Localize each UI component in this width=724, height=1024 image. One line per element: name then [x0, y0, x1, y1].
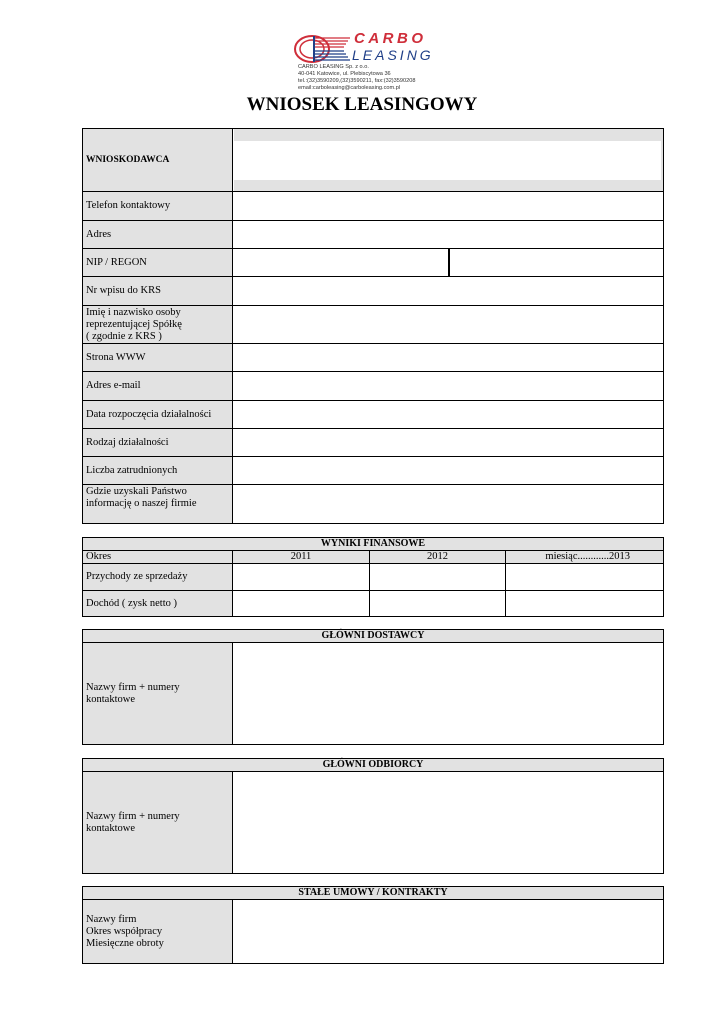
- label-employees: Liczba zatrudnionych: [83, 457, 232, 484]
- label-krs: Nr wpisu do KRS: [83, 277, 232, 305]
- label-revenue: Przychody ze sprzedaży: [83, 564, 232, 590]
- revenue-2013-field[interactable]: [506, 564, 663, 590]
- company-phones: tel.:(32)3590209,(32)3590211, fax:(32)3590208: [298, 78, 416, 84]
- suppliers-heading: GŁÓWNI DOSTAWCY: [83, 630, 663, 642]
- income-2012-field[interactable]: [370, 591, 505, 616]
- representative-field[interactable]: [233, 306, 663, 343]
- employees-field[interactable]: [233, 457, 663, 484]
- applicant-name-field[interactable]: [236, 141, 661, 180]
- page-title: WNIOSEK LEASINGOWY: [246, 94, 478, 115]
- address-field[interactable]: [233, 221, 663, 248]
- company-name: CARBO LEASING Sp. z o.o.: [298, 64, 369, 70]
- income-2013-field[interactable]: [506, 591, 663, 616]
- label-business-type: Rodzaj działalności: [83, 429, 232, 456]
- label-net-income: Dochód ( zysk netto ): [83, 591, 232, 616]
- column-2012: 2012: [427, 551, 448, 562]
- logo-sub: LEASING: [352, 47, 434, 63]
- label-customers: Nazwy firm + numery kontaktowe: [83, 772, 232, 873]
- label-representative: Imię i nazwisko osoby reprezentującej Spółkę ( zgodnie z KRS ): [83, 306, 232, 343]
- label-nip-regon: NIP / REGON: [83, 249, 232, 276]
- label-suppliers: Nazwy firm + numery kontaktowe: [83, 643, 232, 744]
- column-2011: 2011: [290, 551, 312, 562]
- company-address: 40-041 Katowice, ul. Plebiscytowa 36: [298, 71, 391, 77]
- revenue-2012-field[interactable]: [370, 564, 505, 590]
- customers-heading: GŁÓWNI ODBIORCY: [83, 759, 663, 771]
- business-type-field[interactable]: [233, 429, 663, 456]
- phone-field[interactable]: [233, 192, 663, 220]
- start-date-field[interactable]: [233, 401, 663, 428]
- carbo-logo-icon: [294, 34, 350, 64]
- logo-name: CARBO: [354, 30, 427, 47]
- label-start-date: Data rozpoczęcia działalności: [83, 401, 232, 428]
- customers-field[interactable]: [233, 772, 663, 873]
- column-period: Okres: [86, 551, 112, 562]
- company-email: email:carboleasing@carboleasing.com.pl: [298, 85, 401, 91]
- label-website: Strona WWW: [83, 344, 232, 371]
- website-field[interactable]: [233, 344, 663, 371]
- nip-field[interactable]: [233, 249, 448, 276]
- contracts-field[interactable]: [233, 900, 663, 963]
- krs-field[interactable]: [233, 277, 663, 305]
- regon-field[interactable]: [450, 249, 663, 276]
- applicant-heading: WNIOSKODAWCA: [83, 129, 233, 191]
- suppliers-field[interactable]: [233, 643, 663, 744]
- label-address: Adres: [83, 221, 232, 248]
- financial-heading: WYNIKI FINANSOWE: [83, 538, 663, 550]
- label-email: Adres e-mail: [83, 372, 232, 400]
- revenue-2011-field[interactable]: [233, 564, 369, 590]
- income-2011-field[interactable]: [233, 591, 369, 616]
- email-field[interactable]: [233, 372, 663, 400]
- contracts-heading: STAŁE UMOWY / KONTRAKTY: [83, 887, 663, 899]
- applicant-heading-shade-right: [661, 129, 663, 191]
- referral-field[interactable]: [233, 485, 663, 523]
- label-phone: Telefon kontaktowy: [83, 192, 232, 220]
- column-2013: miesiąc............2013: [545, 551, 630, 562]
- applicant-heading-shade-top: [234, 129, 663, 141]
- label-referral: Gdzie uzyskali Państwo informację o naszej firmie: [83, 485, 232, 523]
- label-contracts: Nazwy firm Okres współpracy Miesięczne obroty: [83, 900, 232, 963]
- applicant-heading-shade-bottom: [234, 180, 663, 191]
